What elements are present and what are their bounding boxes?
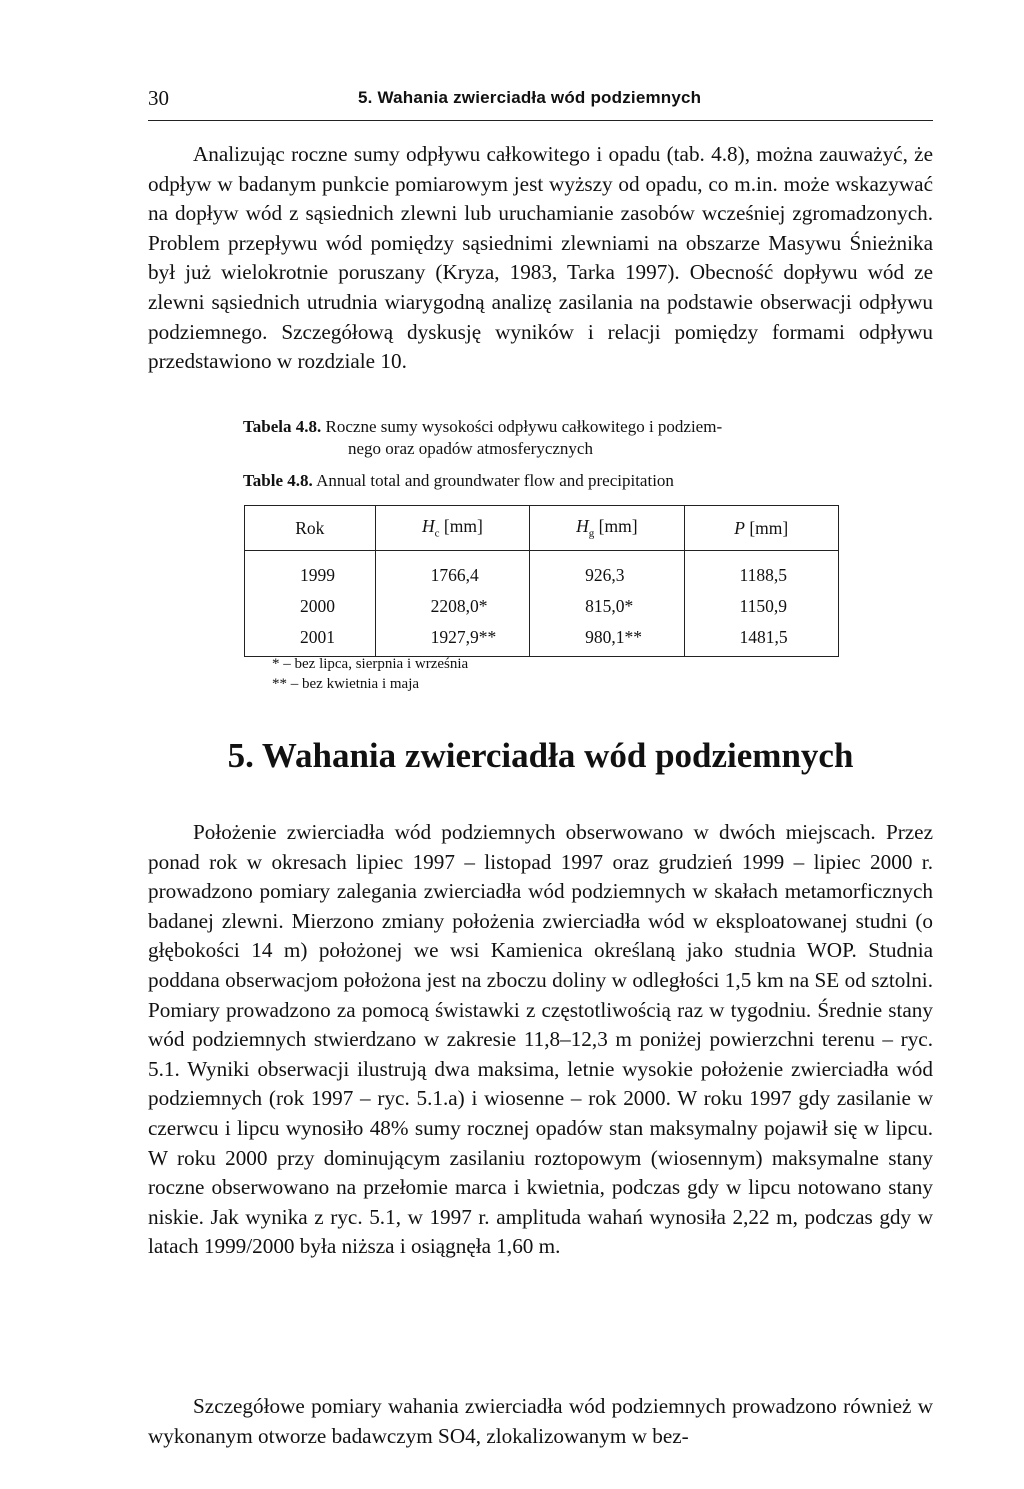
table-footnotes	[272, 654, 468, 694]
cell-total-flow: 1927,9**	[375, 622, 529, 657]
table-caption-label-en: Table 4.8.	[243, 471, 313, 490]
section-title: 5. Wahania zwierciadła wód podziemnych	[227, 736, 854, 775]
cell-precipitation: 1150,9	[684, 591, 838, 622]
paragraph-detailed-measurements: Szczegółowe pomiary wahania zwierciadła wód podziemnych prowadzono również w wykonanym otworze badawczym SO4, zlokalizowanym w bez-	[148, 1394, 933, 1448]
cell-year: 1999	[245, 551, 376, 592]
table-caption-text-cont: nego oraz opadów atmosferycznych	[348, 439, 593, 458]
header-precipitation: P [mm]	[684, 506, 838, 551]
page-header	[148, 86, 933, 121]
cell-total-flow: 1766,4	[375, 551, 529, 592]
running-title: 5. Wahania zwierciadła wód podziemnych	[358, 88, 702, 107]
table-caption-english	[243, 470, 843, 492]
table-row	[245, 551, 839, 592]
table-caption-text: Roczne sumy wysokości odpływu całkowitego i podziem-	[325, 417, 723, 436]
table-row	[245, 591, 839, 622]
page-number: 30	[148, 86, 169, 110]
cell-year: 2001	[245, 622, 376, 657]
cell-year: 2000	[245, 591, 376, 622]
cell-groundwater-flow: 980,1**	[530, 622, 684, 657]
header-year: Rok	[245, 506, 376, 551]
data-table	[244, 505, 839, 657]
table-header-row	[245, 506, 839, 551]
table-caption-text-en: Annual total and groundwater flow and precipitation	[316, 471, 674, 490]
header-groundwater-flow: $H_g$ [mm]	[530, 506, 684, 551]
cell-precipitation: 1481,5	[684, 622, 838, 657]
cell-groundwater-flow: 815,0*	[530, 591, 684, 622]
paragraph-groundwater-levels: Położenie zwierciadła wód podziemnych obserwowano w dwóch miejscach. Przez ponad rok w okresach lipiec 1997 – listopad 1997 oraz grudzień 1999 – lipiec 2000 r. prowadzono pomiary zalegania zwierciadła wód podziemnych w skałach metamorficznych badanej zlewni. Mierzono zmiany położenia zwierciadła wód w eksploatowanej studni (o głębokości 14 m) położonej we wsi Kamienica określaną jako studnia WOP. Studnia poddana obserwacjom położona jest na zboczu doliny w odległości 1,5 km na SE od sztolni. Pomiary prowadzono za pomocą świstawki z częstotliwością raz w tygodniu. Średnie stany wód podziemnych stwierdzano w zakresie 11,8–12,3 m poniżej powierzchni terenu – ryc. 5.1. Wyniki obserwacji ilustrują dwa maksima, letnie wysokie położenie zwierciadła wód podziemnych (rok 1997 – ryc. 5.1.a) i wiosenne – rok 2000. W roku 1997 gdy zasilanie w czerwcu i lipcu wynosiło 48% sumy rocznej opadów stan maksymalny pojawił się w lipcu. W roku 2000 przy dominującym zasilaniu roztopowym (wiosennym) maksymalne stany roczne obserwowano na przełomie marca i kwietnia, podczas gdy w lipcu notowano stany niskie. Jak wynika z ryc. 5.1, w 1997 r. amplituda wahań wynosiła 2,22 m, podczas gdy w latach 1999/2000 była niższa i osiągnęła 1,60 m.	[148, 820, 933, 1259]
table-caption-label: Tabela 4.8.	[243, 417, 322, 436]
cell-groundwater-flow: 926,3	[530, 551, 684, 592]
header-total-flow: $H_c$ [mm]	[375, 506, 529, 551]
cell-precipitation: 1188,5	[684, 551, 838, 592]
footnote-single-asterisk: * – bez lipca, sierpnia i września	[272, 656, 469, 672]
table-caption-polish	[243, 416, 843, 460]
table-row	[245, 622, 839, 657]
footnote-double-asterisk: ** – bez kwietnia i maja	[272, 676, 420, 692]
cell-total-flow: 2208,0*	[375, 591, 529, 622]
paragraph-analysis: Analizując roczne sumy odpływu całkowitego i opadu (tab. 4.8), można zauważyć, że odpływ w badanym punkcie pomiarowym jest wyższy od opadu, co m.in. może wskazywać na dopływ wód z sąsiednich zlewni lub uruchamianie zasobów wcześniej zgromadzonych. Problem przepływu wód pomiędzy sąsiednimi zlewniami na obszarze Masywu Śnieżnika był już wielokrotnie poruszany (Kryza, 1983, Tarka 1997). Obecność dopływu wód ze zlewni sąsiednich utrudnia wiarygodną analizę zasilania na podstawie obserwacji odpływu podziemnego. Szczegółową dyskusję wyników i relacji pomiędzy formami odpływu przedstawiono w rozdziale 10.	[148, 142, 933, 374]
